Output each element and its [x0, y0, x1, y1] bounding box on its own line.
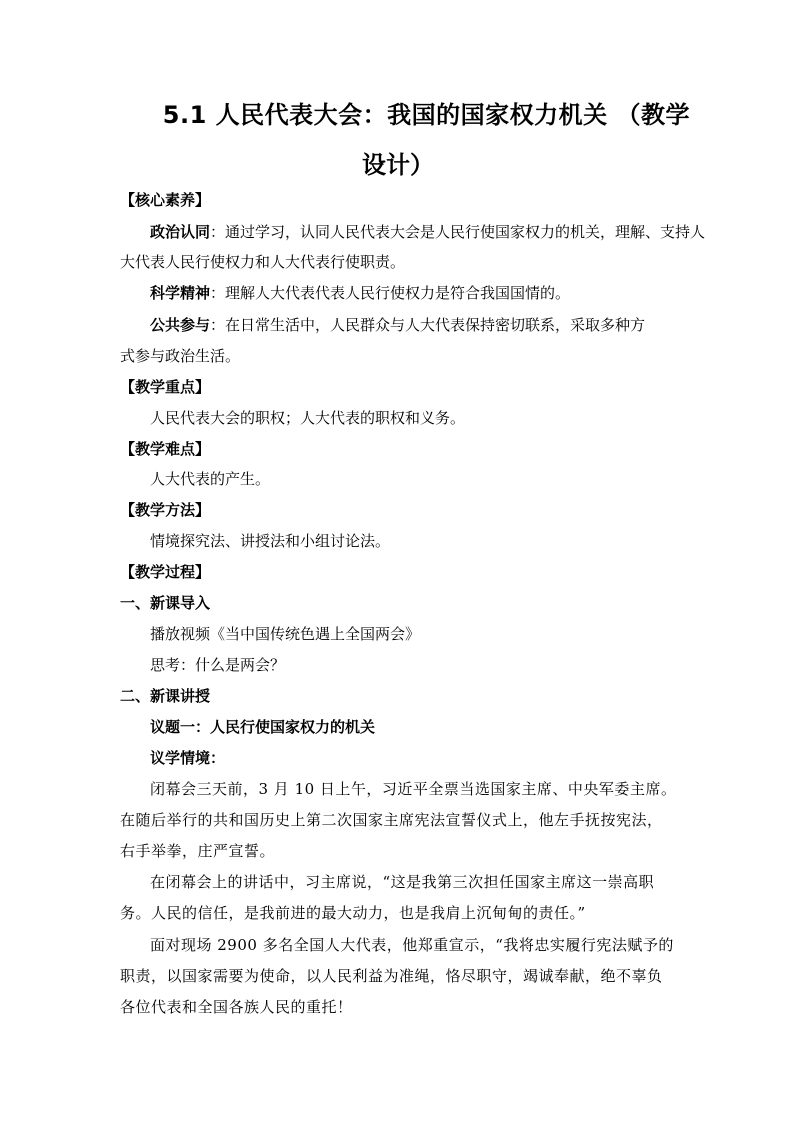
topic1-heading: 议题一：人民行使国家权力的机关 — [150, 718, 376, 736]
section1-heading: 一、新课导入 — [120, 594, 211, 612]
core-item-label: 政治认同 — [150, 223, 211, 241]
core-item-political — [150, 222, 706, 242]
difficulty-heading: 【教学难点】 — [120, 440, 211, 458]
difficulty-text: 人大代表的产生。 — [150, 470, 271, 488]
key-points-text: 人民代表大会的职权；人大代表的职权和义务。 — [150, 409, 466, 427]
core-item-label: 公共参与 — [150, 316, 211, 334]
core-item-science — [150, 283, 680, 303]
para3-line1: 面对现场 2900 多名全国人大代表，他郑重宣示，“我将忠实履行宪法赋予的 — [150, 936, 674, 954]
core-item-label: 科学精神 — [150, 284, 211, 302]
core-item-text: ：通过学习，认同人民代表大会是人民行使国家权力的机关，理解、支持人 — [210, 223, 706, 241]
core-heading: 【核心素养】 — [120, 191, 211, 209]
process-heading: 【教学过程】 — [120, 563, 211, 581]
para3-line3: 各位代表和全国各族人民的重托！ — [120, 998, 353, 1016]
key-points-heading: 【教学重点】 — [120, 378, 211, 396]
section2-heading: 二、新课讲授 — [120, 687, 211, 705]
doc-title-line1: 5.1 人民代表大会：我国的国家权力机关 （教学 — [162, 101, 690, 129]
core-item-text: ：理解人大代表代表人民行使权力是符合我国国情的。 — [210, 284, 571, 302]
para3-line2: 职责，以国家需要为使命，以人民利益为准绳，恪尽职守，竭诚奉献，绝不辜负 — [120, 967, 663, 985]
doc-title-line2: 设计） — [362, 151, 434, 179]
core-item-text: ：在日常生活中，人民群众与人大代表保持密切联系，采取多种方 — [210, 316, 646, 334]
para1-line2: 在随后举行的共和国历史上第二次国家主席宪法宣誓仪式上，他左手抚按宪法， — [120, 811, 663, 829]
para2-line1: 在闭幕会上的讲话中，习主席说，“这是我第三次担任国家主席这一崇高职 — [150, 873, 655, 891]
section1-line2: 思考：什么是两会？ — [150, 656, 286, 674]
core-item-public-cont: 式参与政治生活。 — [120, 347, 241, 365]
core-item-political-cont: 大代表人民行使权力和人大代表行使职责。 — [120, 253, 406, 271]
method-heading: 【教学方法】 — [120, 501, 211, 519]
method-text: 情境探究法、讲授法和小组讨论法。 — [150, 532, 391, 550]
core-item-public — [150, 315, 680, 335]
para1-line1: 闭幕会三天前，3 月 10 日上午，习近平全票当选国家主席、中央军委主席。 — [150, 780, 677, 798]
section1-line1: 播放视频《当中国传统色遇上全国两会》 — [150, 625, 421, 643]
para2-line2: 务。人民的信任，是我前进的最大动力，也是我肩上沉甸甸的责任。” — [120, 904, 586, 922]
para1-line3: 右手举拳，庄严宣誓。 — [120, 842, 276, 860]
situation-label: 议学情境： — [150, 749, 226, 767]
